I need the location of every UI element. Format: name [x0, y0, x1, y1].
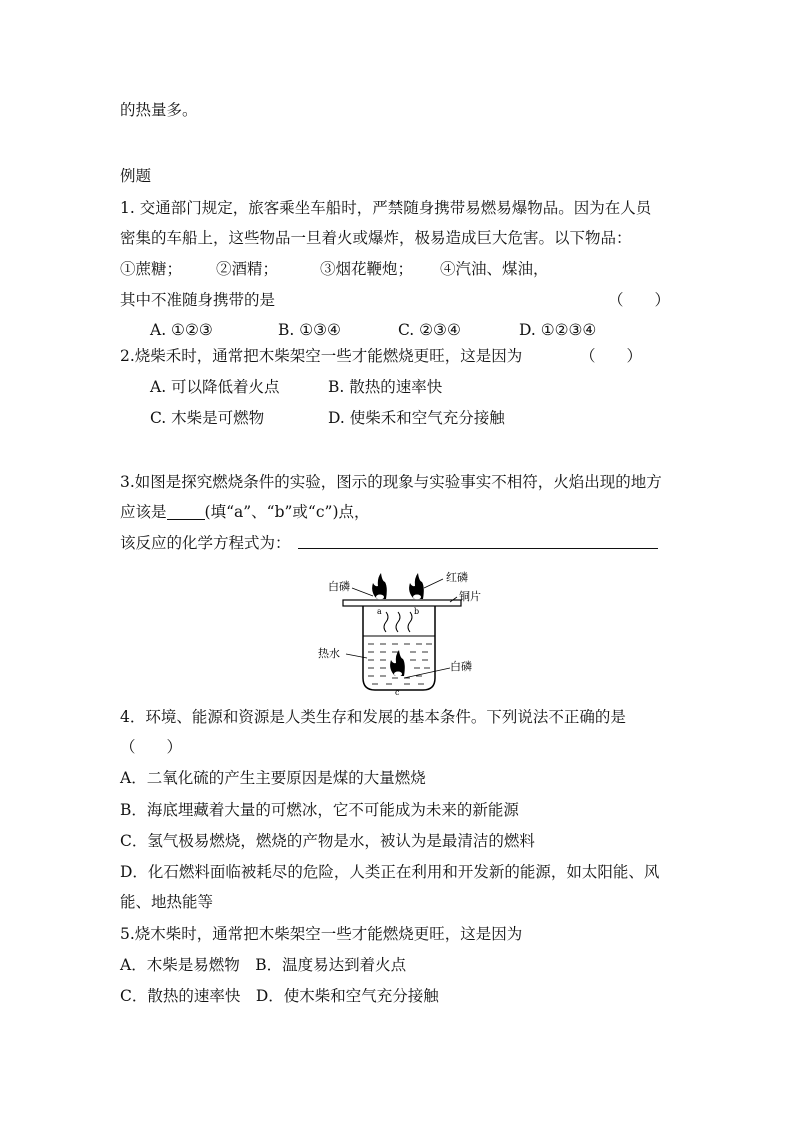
- q1-line-1: 1. 交通部门规定，旅客乘坐车船时，严禁随身携带易燃易爆物品。因为在人员: [120, 199, 652, 217]
- answer-blank: [167, 503, 205, 520]
- point-a-label: a: [377, 607, 382, 616]
- q2-option-b: B. 散热的速率快: [328, 378, 443, 396]
- q3-line-3: 该反应的化学方程式为：: [120, 534, 291, 552]
- q1-option-b: B. ①③④: [278, 321, 341, 339]
- q5-options-row-2: C．散热的速率快 D．使木柴和空气充分接触: [120, 987, 439, 1005]
- q1-item-3: ③烟花鞭炮；: [320, 260, 414, 278]
- q2-answer-paren: （ ）: [580, 347, 643, 365]
- beaker: [363, 606, 435, 690]
- q1-answer-paren: （ ）: [608, 291, 671, 309]
- flame-c: [390, 650, 405, 677]
- point-c-label: c: [395, 688, 400, 696]
- q3-line-1: 3.如图是探究燃烧条件的实验，图示的现象与实验事实不相符，火焰出现的地方: [120, 473, 662, 491]
- point-b-label: b: [414, 607, 420, 616]
- q4-line-1: 4．环境、能源和资源是人类生存和发展的基本条件。下列说法不正确的是: [120, 708, 626, 726]
- steam-lines: [384, 612, 412, 632]
- q1-option-d: D. ①②③④: [519, 321, 597, 339]
- copper-plate: [343, 600, 461, 606]
- q1-line-2: 密集的车船上，这些物品一旦着火或爆炸，极易造成巨大危害。以下物品：: [120, 229, 632, 247]
- q5-options-row-1: A．木柴是易燃物 B．温度易达到着火点: [120, 956, 407, 974]
- q1-option-c: C. ②③④: [398, 321, 461, 339]
- label-hot-water: 热水: [318, 647, 340, 660]
- section-title: 例题: [120, 167, 152, 185]
- q1-item-2: ②酒精；: [216, 260, 279, 278]
- q4-option-b: B．海底埋藏着大量的可燃冰，它不可能成为未来的新能源: [120, 801, 519, 819]
- q4-option-d-continued: 能、地热能等: [120, 893, 214, 911]
- q3-line-2-post: (填“a”、“b”或“c”)点，: [204, 503, 370, 521]
- q2-stem: 2.烧柴禾时，通常把木柴架空一些才能燃烧更旺，这是因为: [120, 347, 523, 365]
- q1-option-a: A. ①②③: [150, 321, 213, 339]
- label-white-phosphorus-bottom: 白磷: [450, 660, 472, 673]
- flame-b: [409, 573, 424, 600]
- combustion-experiment-figure: [300, 566, 500, 696]
- q1-stem: 其中不准随身携带的是: [120, 291, 276, 309]
- q2-option-c: C. 木柴是可燃物: [150, 409, 265, 427]
- q1-item-4: ④汽油、煤油，: [440, 260, 549, 278]
- q4-option-d: D．化石燃料面临被耗尽的危险，人类正在利用和开发新的能源，如太阳能、风: [120, 863, 660, 881]
- q4-answer-paren: （ ）: [120, 738, 183, 756]
- q2-option-d: D. 使柴禾和空气充分接触: [328, 409, 505, 427]
- q5-stem: 5.烧木柴时，通常把木柴架空一些才能燃烧更旺，这是因为: [120, 925, 523, 943]
- q3-line-2: [120, 502, 370, 522]
- q4-option-a: A．二氧化硫的产生主要原因是煤的大量燃烧: [120, 769, 426, 787]
- q1-item-1: ①蔗糖；: [120, 260, 183, 278]
- label-red-phosphorus: 红磷: [446, 571, 468, 584]
- q4-option-c: C．氢气极易燃烧，燃烧的产物是水，被认为是最清洁的燃料: [120, 832, 535, 850]
- flame-a: [372, 573, 387, 600]
- equation-blank: [298, 548, 658, 549]
- q2-option-a: A. 可以降低着火点: [150, 378, 280, 396]
- q3-line-2-pre: 应该是: [120, 503, 167, 521]
- label-white-phosphorus-top: 白磷: [328, 580, 350, 593]
- label-copper-plate: 铜片: [459, 590, 481, 603]
- intro-tail: 的热量多。: [120, 101, 198, 119]
